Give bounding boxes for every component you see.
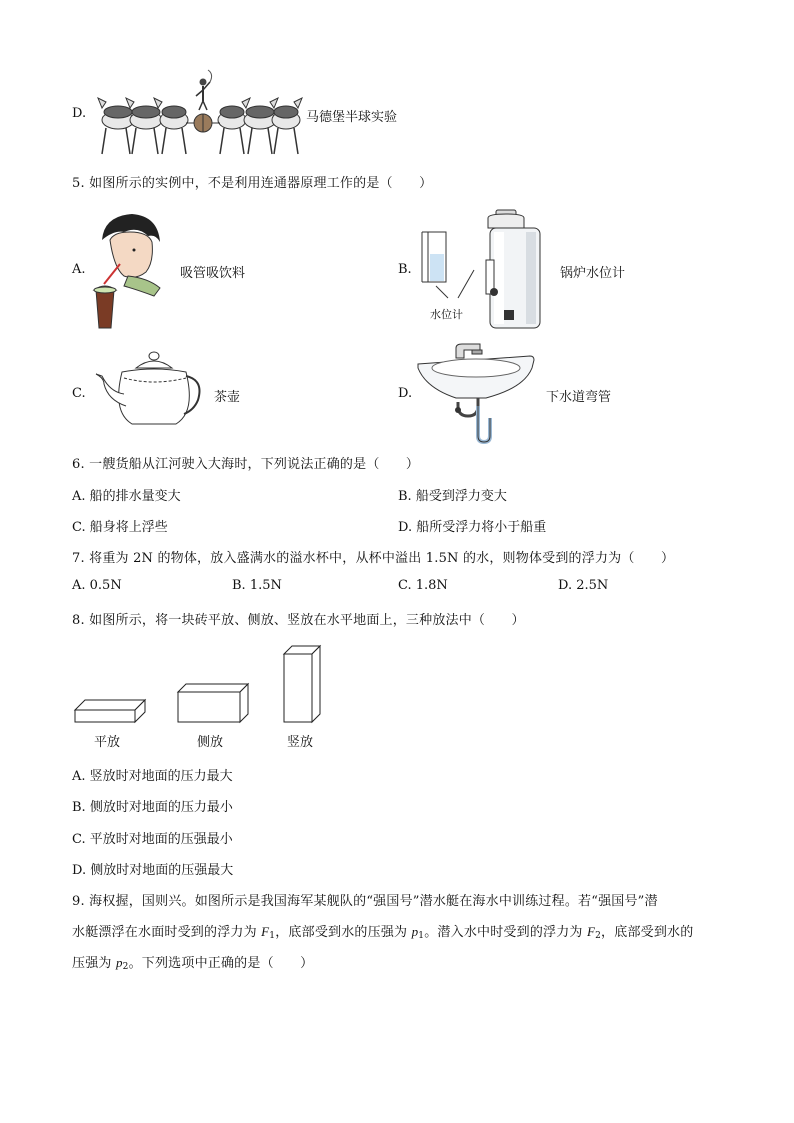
q6-option-a[interactable]: A. 船的排水量变大 xyxy=(72,489,181,504)
q9-line-2-part-a: 水艇漂浮在水面时受到的浮力为 xyxy=(72,925,262,940)
q9-line-2-part-c: 。潜入水中时受到的浮力为 xyxy=(424,925,587,940)
q8-stem: 8. 如图所示，将一块砖平放、侧放、竖放在水平地面上，三种放法中（ ） xyxy=(72,613,525,628)
q9-line-3-part-b: 。下列选项中正确的是（ ） xyxy=(128,956,314,971)
q8-option-c[interactable]: C. 平放时对地面的压强最小 xyxy=(72,832,233,847)
q9-line-2-part-d: ，底部受到水的 xyxy=(601,925,694,940)
q9-var-F2: F xyxy=(586,924,596,939)
q9-line-2-part-b: ，底部受到水的压强为 xyxy=(275,925,412,940)
boy-drinking-with-straw-icon xyxy=(92,210,167,328)
q9-line-3 xyxy=(72,952,313,972)
q9-line-2 xyxy=(72,921,693,941)
q7-option-b[interactable]: B. 1.5N xyxy=(232,578,282,593)
q5-option-a-label: 吸管吸饮料 xyxy=(180,266,246,281)
horse-teams-pulling-hemispheres-icon xyxy=(96,68,301,160)
q8-option-a[interactable]: A. 竖放时对地面的压力最大 xyxy=(72,769,233,784)
q5-option-c-letter: C. xyxy=(72,386,86,401)
q5-option-b-label: 锅炉水位计 xyxy=(560,266,626,281)
q9-sub-2b: 2 xyxy=(122,962,129,972)
q5-option-c-label: 茶壶 xyxy=(214,390,241,405)
q5-option-b-caption: 水位计 xyxy=(430,308,463,321)
q9-line-3-part-a: 压强为 xyxy=(72,956,116,971)
q8-option-d[interactable]: D. 侧放时对地面的压强最大 xyxy=(72,863,234,878)
q5-stem: 5. 如图所示的实例中，不是利用连通器原理工作的是（ ） xyxy=(72,176,433,191)
q6-option-d[interactable]: D. 船所受浮力将小于船重 xyxy=(398,520,547,535)
brick-side-icon xyxy=(177,682,249,724)
q7-option-a[interactable]: A. 0.5N xyxy=(72,578,122,593)
q7-option-d[interactable]: D. 2.5N xyxy=(558,578,609,593)
q6-option-c[interactable]: C. 船身将上浮些 xyxy=(72,520,168,535)
q7-stem: 7. 将重为 2N 的物体，放入盛满水的溢水杯中，从杯中溢出 1.5N 的水，则物体受到的浮力为（ ） xyxy=(72,551,675,566)
brick-flat-icon xyxy=(74,698,146,724)
q9-var-F1: F xyxy=(261,924,270,939)
q9-var-p2: p xyxy=(115,955,123,970)
sink-u-trap-icon xyxy=(416,342,534,442)
q8-caption-flat: 平放 xyxy=(94,735,121,750)
q9-sub-2a: 2 xyxy=(595,931,602,941)
q5-option-d-label: 下水道弯管 xyxy=(546,390,612,405)
q8-caption-side: 侧放 xyxy=(197,735,224,750)
q4-option-d-label: 马德堡半球实验 xyxy=(306,110,398,125)
q5-option-d-letter: D. xyxy=(398,386,413,401)
q8-caption-upright: 竖放 xyxy=(287,735,314,750)
q9-var-p1: p xyxy=(411,924,419,939)
q5-option-b-letter: B. xyxy=(398,262,412,277)
brick-upright-icon xyxy=(283,644,321,724)
q6-stem: 6. 一艘货船从江河驶入大海时，下列说法正确的是（ ） xyxy=(72,457,420,472)
q4-option-d-letter: D. xyxy=(72,106,87,121)
q9-sub-1a: 1 xyxy=(269,931,276,941)
q7-option-c[interactable]: C. 1.8N xyxy=(398,578,448,593)
q5-option-a-letter: A. xyxy=(72,262,86,277)
q9-sub-1b: 1 xyxy=(418,931,425,941)
teapot-icon xyxy=(92,348,202,428)
q9-line-1: 9. 海权握，国则兴。如图所示是我国海军某舰队的“强国号”潜水艇在海水中训练过程。若“强国号”潜 xyxy=(72,894,658,909)
q6-option-b[interactable]: B. 船受到浮力变大 xyxy=(398,489,507,504)
q8-option-b[interactable]: B. 侧放时对地面的压力最小 xyxy=(72,800,233,815)
